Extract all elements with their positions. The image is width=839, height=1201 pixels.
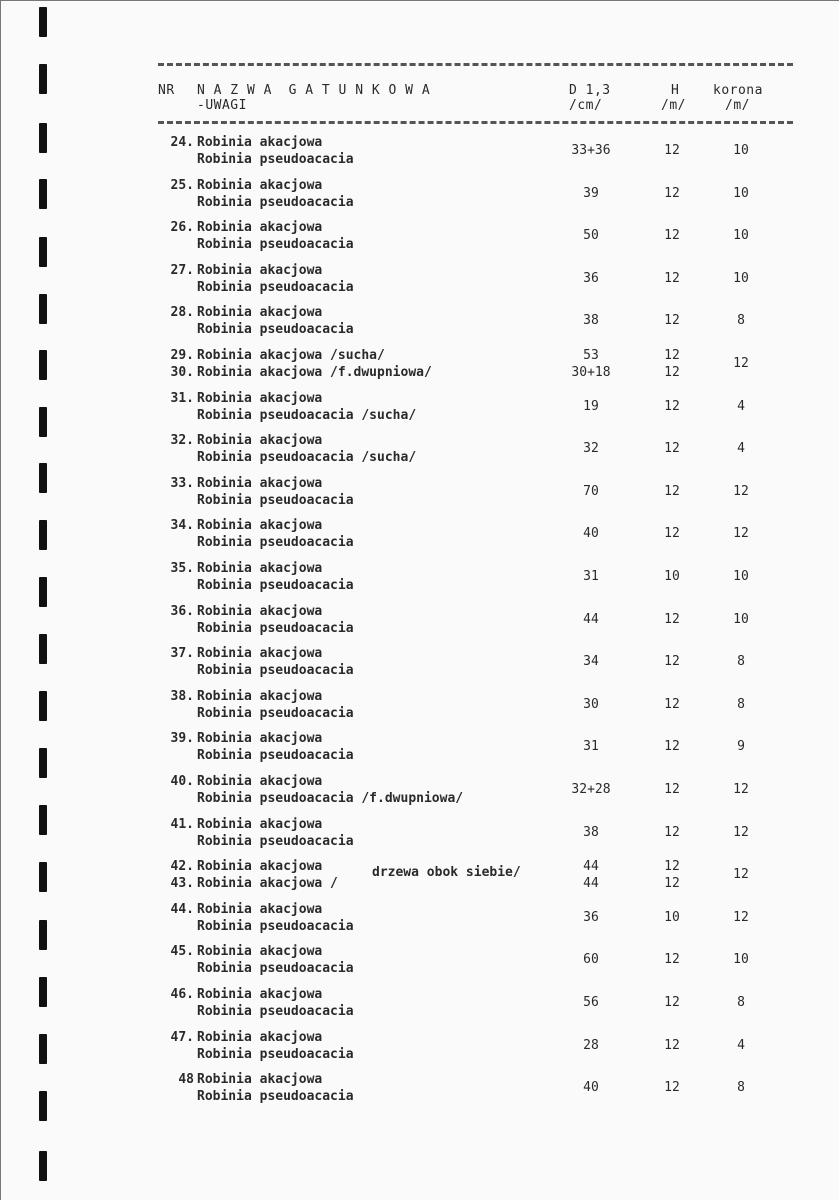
- crown-value: 10: [733, 270, 749, 286]
- row-note: drzewa obok siebie/: [372, 865, 521, 881]
- header-name: N A Z W A G A T U N K O W A: [197, 83, 431, 98]
- table-row: [1, 1029, 839, 1071]
- table-row: [1, 262, 839, 304]
- crown-value: 4: [737, 1037, 745, 1053]
- crown-value: 8: [737, 995, 745, 1010]
- header-nr: NR: [158, 83, 175, 98]
- diameter-value: 31: [583, 569, 599, 584]
- height-value: 12: [664, 654, 680, 670]
- binding-mark: [39, 7, 47, 37]
- species-name: Robinia akacjowa: [197, 944, 323, 960]
- diameter-value: 44: [583, 611, 599, 627]
- species-name: Robinia akacjowa: [197, 646, 323, 662]
- row-number: 44.: [170, 901, 194, 917]
- species-latin: Robinia pseudoacacia: [197, 833, 354, 849]
- species-latin: Robinia pseudoacacia: [197, 152, 354, 167]
- diameter-value: 38: [583, 313, 599, 329]
- row-number: 40.: [170, 774, 194, 789]
- diameter-value: 39: [583, 185, 599, 201]
- table-row: [1, 432, 839, 474]
- diameter-value: 32+28: [571, 782, 611, 797]
- crown-value: 8: [737, 696, 745, 712]
- height-value: 12: [664, 696, 680, 712]
- crown-value: 10: [733, 569, 749, 584]
- height-value: 12: [664, 952, 680, 968]
- header-d-label: D 1,3: [569, 83, 611, 98]
- species-name: Robinia akacjowa: [197, 901, 323, 917]
- row-number: 27.: [170, 262, 194, 278]
- height-value: 12: [664, 995, 680, 1010]
- species-latin: Robinia pseudoacacia: [197, 1046, 354, 1062]
- crown-value: 4: [737, 441, 745, 457]
- table-row: [1, 177, 839, 219]
- table-row: [1, 943, 839, 985]
- species-latin: Robinia pseudoacacia: [197, 663, 354, 679]
- height-value: 12: [664, 143, 680, 158]
- height-value: 12: [664, 313, 680, 329]
- header-k-label: korona: [713, 83, 763, 98]
- diameter-value: 36: [583, 270, 599, 286]
- crown-value: 12: [733, 526, 749, 542]
- height-value: 12: [664, 483, 680, 499]
- species-name: Robinia akacjowa: [197, 816, 323, 832]
- species-name: Robinia akacjowa: [197, 305, 323, 321]
- crown-value: 12: [733, 867, 749, 883]
- table-row: [1, 773, 839, 815]
- table-row: [1, 986, 839, 1028]
- species-name: Robinia akacjowa: [197, 561, 323, 576]
- species-latin: Robinia pseudoacacia /f.dwupniowa/: [197, 791, 464, 806]
- row-number-2: 43.: [170, 876, 194, 892]
- crown-value: 10: [733, 143, 749, 158]
- diameter-value: 30: [583, 696, 599, 712]
- diameter-value: 19: [583, 398, 599, 414]
- table-row: [1, 560, 839, 602]
- table-row: [1, 347, 839, 389]
- diameter-value: 32: [583, 441, 599, 457]
- header-k-unit: /m/: [725, 98, 750, 113]
- diameter-value: 56: [583, 995, 599, 1010]
- species-latin: Robinia pseudoacacia: [197, 322, 354, 338]
- diameter-value: 34: [583, 654, 599, 670]
- height-value: 12: [664, 824, 680, 840]
- species-latin: Robinia pseudoacacia: [197, 492, 354, 508]
- species-name: Robinia akacjowa: [197, 859, 323, 875]
- species-latin: Robinia pseudoacacia: [197, 748, 354, 764]
- row-number: 25.: [170, 177, 194, 193]
- height-value: 12: [664, 441, 680, 457]
- row-number: 47.: [170, 1029, 194, 1045]
- species-latin: Robinia pseudoacacia: [197, 194, 354, 210]
- height-value: 12: [664, 348, 680, 363]
- row-number: 45.: [170, 944, 194, 960]
- table-row: [1, 517, 839, 559]
- species-name: Robinia akacjowa: [197, 603, 323, 619]
- crown-value: 8: [737, 1080, 745, 1096]
- row-number: 37.: [170, 646, 194, 662]
- row-number: 38.: [170, 688, 194, 704]
- diameter-value: 36: [583, 909, 599, 925]
- height-value-2: 12: [664, 876, 680, 892]
- height-value: 12: [664, 270, 680, 286]
- species-latin: Robinia pseudoacacia: [197, 620, 354, 636]
- crown-value: 12: [733, 483, 749, 499]
- diameter-value: 31: [583, 739, 599, 755]
- species-latin: Robinia pseudoacacia: [197, 535, 354, 551]
- row-number: 48: [178, 1072, 194, 1088]
- crown-value: 10: [733, 611, 749, 627]
- species-name: Robinia akacjowa: [197, 1029, 323, 1045]
- crown-value: 12: [733, 909, 749, 925]
- row-number: 32.: [170, 433, 194, 449]
- species-name: Robinia akacjowa: [197, 1072, 323, 1088]
- species-name: Robinia akacjowa: [197, 390, 323, 406]
- species-latin: Robinia pseudoacacia: [197, 1004, 354, 1019]
- table-row: [1, 858, 839, 900]
- species-latin: Robinia pseudoacacia /sucha/: [197, 450, 417, 466]
- table-row: [1, 219, 839, 261]
- binding-mark: [39, 1151, 47, 1181]
- species-name: Robinia akacjowa: [197, 262, 323, 278]
- crown-value: 10: [733, 952, 749, 968]
- table-row: [1, 603, 839, 645]
- species-latin: Robinia akacjowa /f.dwupniowa/: [197, 365, 432, 380]
- height-value-2: 12: [664, 365, 680, 380]
- header-h-unit: /m/: [661, 98, 686, 113]
- crown-value: 9: [737, 739, 745, 755]
- header-h-label: H: [671, 83, 680, 98]
- diameter-value-2: 44: [583, 876, 599, 892]
- row-number: 39.: [170, 731, 194, 747]
- crown-value: 12: [733, 782, 749, 797]
- height-value: 12: [664, 1080, 680, 1096]
- diameter-value: 38: [583, 824, 599, 840]
- diameter-value-2: 30+18: [571, 365, 611, 380]
- crown-value: 8: [737, 313, 745, 329]
- diameter-value: 33+36: [571, 143, 611, 158]
- row-number: 42.: [170, 859, 194, 875]
- height-value: 12: [664, 782, 680, 797]
- species-latin: Robinia pseudoacacia: [197, 279, 354, 295]
- species-name: Robinia akacjowa: [197, 774, 323, 789]
- crown-value: 8: [737, 654, 745, 670]
- diameter-value: 53: [583, 348, 599, 363]
- height-value: 12: [664, 1037, 680, 1053]
- height-value: 12: [664, 859, 680, 875]
- species-name: Robinia akacjowa: [197, 475, 323, 491]
- height-value: 10: [664, 909, 680, 925]
- header-notes: -UWAGI: [197, 98, 247, 113]
- species-latin: Robinia pseudoacacia: [197, 918, 354, 934]
- row-number: 29.: [170, 348, 194, 363]
- table-row: [1, 134, 839, 176]
- height-value: 12: [664, 526, 680, 542]
- crown-value: 10: [733, 185, 749, 201]
- row-number: 36.: [170, 603, 194, 619]
- species-name: Robinia akacjowa: [197, 688, 323, 704]
- species-name: Robinia akacjowa: [197, 220, 323, 236]
- binding-mark: [39, 64, 47, 94]
- species-latin: Robinia pseudoacacia: [197, 705, 354, 721]
- species-latin: Robinia pseudoacacia: [197, 1089, 354, 1105]
- row-number: 35.: [170, 561, 194, 576]
- species-name: Robinia akacjowa: [197, 177, 323, 193]
- species-name: Robinia akacjowa: [197, 135, 323, 150]
- diameter-value: 60: [583, 952, 599, 968]
- row-number-2: 30.: [170, 365, 194, 380]
- height-value: 10: [664, 569, 680, 584]
- row-number: 28.: [170, 305, 194, 321]
- row-number: 33.: [170, 475, 194, 491]
- crown-value: 12: [733, 824, 749, 840]
- crown-value: 10: [733, 228, 749, 244]
- table-row: [1, 645, 839, 687]
- species-name: Robinia akacjowa: [197, 731, 323, 747]
- header-rule: [158, 121, 793, 124]
- crown-value: 12: [733, 356, 749, 371]
- row-number: 24.: [170, 135, 194, 150]
- table-row: [1, 730, 839, 772]
- diameter-value: 50: [583, 228, 599, 244]
- height-value: 12: [664, 398, 680, 414]
- species-latin: Robinia pseudoacacia: [197, 237, 354, 253]
- table-row: [1, 1071, 839, 1113]
- row-number: 26.: [170, 220, 194, 236]
- height-value: 12: [664, 739, 680, 755]
- species-latin: Robinia akacjowa /: [197, 876, 338, 892]
- diameter-value: 40: [583, 1080, 599, 1096]
- species-name: Robinia akacjowa: [197, 518, 323, 534]
- diameter-value: 28: [583, 1037, 599, 1053]
- table-row: [1, 901, 839, 943]
- species-latin: Robinia pseudoacacia: [197, 961, 354, 977]
- table-row: [1, 816, 839, 858]
- crown-value: 4: [737, 398, 745, 414]
- row-number: 46.: [170, 987, 194, 1002]
- species-latin: Robinia pseudoacacia: [197, 578, 354, 593]
- table-row: [1, 475, 839, 517]
- height-value: 12: [664, 228, 680, 244]
- top-rule: [158, 63, 793, 66]
- diameter-value: 44: [583, 859, 599, 875]
- species-latin: Robinia pseudoacacia /sucha/: [197, 407, 417, 423]
- height-value: 12: [664, 611, 680, 627]
- height-value: 12: [664, 185, 680, 201]
- species-name: Robinia akacjowa: [197, 433, 323, 449]
- species-name: Robinia akacjowa /sucha/: [197, 348, 385, 363]
- species-name: Robinia akacjowa: [197, 987, 323, 1002]
- row-number: 34.: [170, 518, 194, 534]
- table-row: [1, 304, 839, 346]
- table-row: [1, 390, 839, 432]
- row-number: 31.: [170, 390, 194, 406]
- diameter-value: 40: [583, 526, 599, 542]
- table-row: [1, 688, 839, 730]
- row-number: 41.: [170, 816, 194, 832]
- header-d-unit: /cm/: [569, 98, 603, 113]
- diameter-value: 70: [583, 483, 599, 499]
